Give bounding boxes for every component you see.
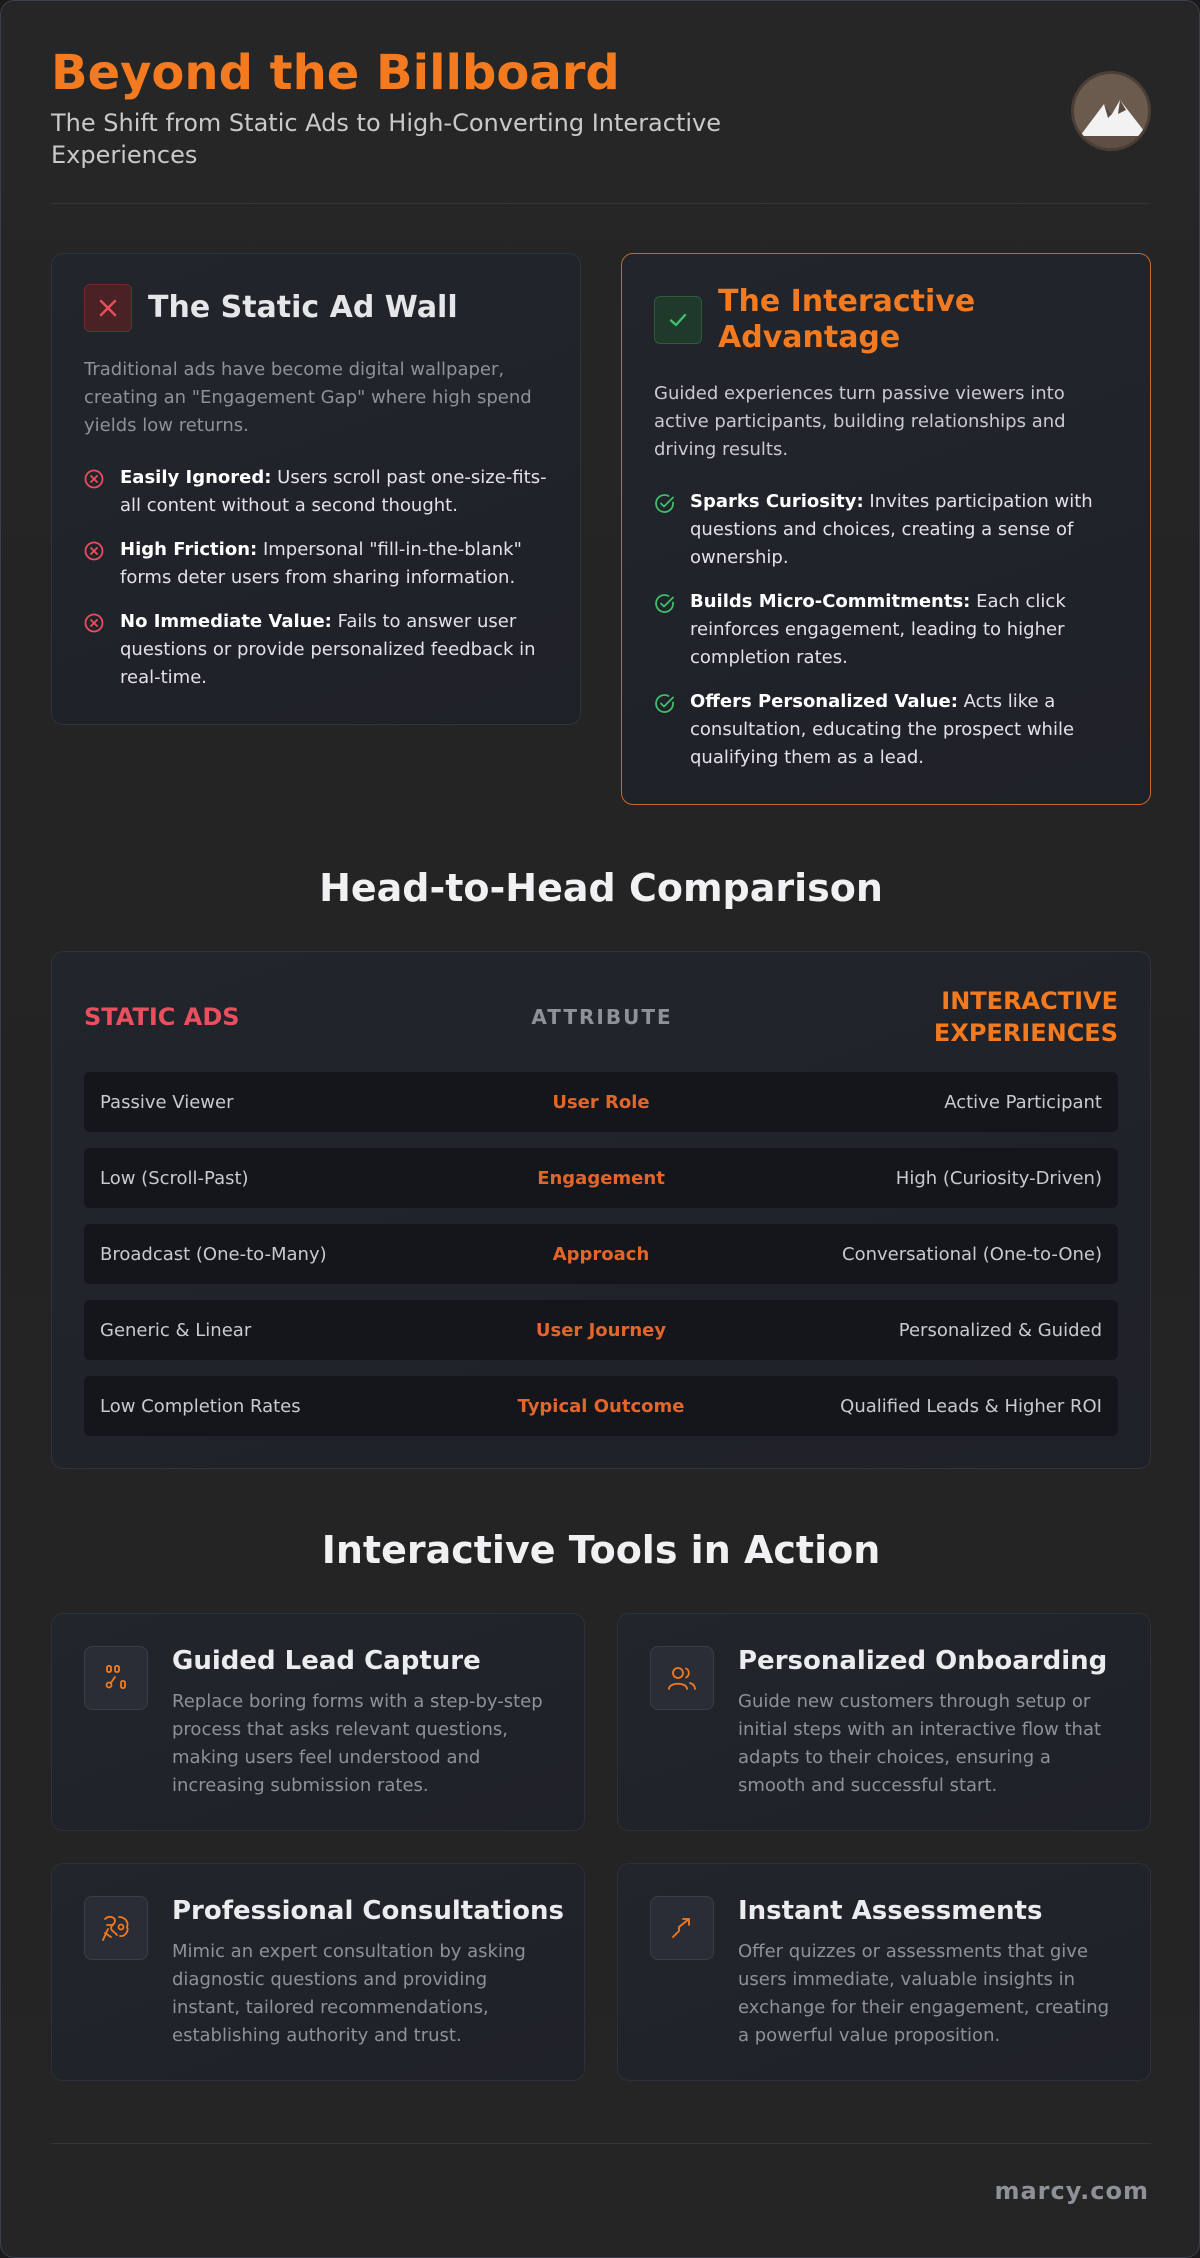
comparison-table <box>51 951 1151 1469</box>
static-cell: Low (Scroll-Past) <box>100 1167 249 1189</box>
list-item <box>654 688 1124 772</box>
tool-card-personalized-onboarding <box>617 1613 1151 1831</box>
flow-icon <box>84 1646 148 1710</box>
attribute-cell: User Role <box>552 1091 650 1113</box>
list-item <box>84 536 554 592</box>
x-circle-icon <box>84 608 120 692</box>
footer-brand[interactable]: marcy.com <box>994 2177 1149 2205</box>
interactive-cell: Active Participant <box>944 1091 1102 1113</box>
list-item <box>654 488 1124 572</box>
tool-title: Guided Lead Capture <box>172 1646 481 1676</box>
table-row <box>84 1224 1118 1284</box>
table-row <box>84 1300 1118 1360</box>
comparison-title: Head-to-Head Comparison <box>319 866 883 910</box>
bullet-text: Each click reinforces engagement, leading to higher completion rates. <box>690 591 1066 668</box>
tool-description: Mimic an expert consultation by asking diagnostic questions and providing instant, tailored recommendations, establishing authority and trust. <box>172 1941 526 2046</box>
check-circle-icon <box>654 688 690 772</box>
attribute-cell: Engagement <box>537 1167 665 1189</box>
x-icon <box>84 284 132 332</box>
static-cell: Generic & Linear <box>100 1319 252 1341</box>
static-cell: Passive Viewer <box>100 1091 234 1113</box>
bullet-label: Easily Ignored: <box>120 467 272 488</box>
static-card-list <box>84 464 554 708</box>
brain-icon <box>84 1896 148 1960</box>
interactive-card-title: The Interactive Advantage <box>718 284 976 355</box>
static-card-description: Traditional ads have become digital wallpaper, creating an "Engagement Gap" where high spend yields low returns. <box>84 359 532 436</box>
list-item <box>84 464 554 520</box>
attribute-cell: User Journey <box>535 1319 667 1341</box>
x-circle-icon <box>84 536 120 592</box>
tool-title: Professional Consultations <box>172 1896 564 1926</box>
bullet-text: Fails to answer user questions or provide personalized feedback in real-time. <box>120 611 536 688</box>
bullet-text: Impersonal "fill-in-the-blank" forms deter users from sharing information. <box>120 539 522 588</box>
check-circle-icon <box>654 588 690 672</box>
users-icon <box>650 1646 714 1710</box>
footer-divider <box>51 2143 1151 2144</box>
tool-title: Personalized Onboarding <box>738 1646 1108 1676</box>
header <box>51 45 1151 205</box>
table-row <box>84 1072 1118 1132</box>
page-subtitle: The Shift from Static Ads to High-Converting Interactive Experiences <box>51 109 722 169</box>
bullet-label: No Immediate Value: <box>120 611 332 632</box>
attribute-cell: Typical Outcome <box>517 1395 685 1417</box>
page-title: Beyond the Billboard <box>51 45 620 101</box>
list-item <box>654 588 1124 672</box>
tools-title: Interactive Tools in Action <box>321 1528 881 1572</box>
static-ad-card <box>51 253 581 725</box>
interactive-card-description: Guided experiences turn passive viewers into active participants, building relationships and driving results. <box>654 383 1066 460</box>
check-circle-icon <box>654 488 690 572</box>
static-card-head <box>84 284 458 332</box>
list-item <box>84 608 554 692</box>
bullet-label: Offers Personalized Value: <box>690 691 958 712</box>
bullet-text: Acts like a consultation, educating the prospect while qualifying them as a lead. <box>690 691 1075 768</box>
tool-card-professional-consultations <box>51 1863 585 2081</box>
check-icon <box>654 296 702 344</box>
tool-description: Offer quizzes or assessments that give users immediate, valuable insights in exchange for their engagement, creating a powerful value proposition. <box>738 1941 1110 2046</box>
interactive-cell: High (Curiosity-Driven) <box>895 1167 1102 1189</box>
bullet-label: Builds Micro-Commitments: <box>690 591 971 612</box>
table-row <box>84 1376 1118 1436</box>
interactive-card-head <box>654 284 1078 356</box>
static-card-title: The Static Ad Wall <box>148 290 458 325</box>
bullet-text: Users scroll past one-size-fits-all content without a second thought. <box>120 467 547 516</box>
header-divider <box>51 203 1151 204</box>
static-cell: Broadcast (One-to-Many) <box>100 1243 327 1265</box>
tool-description: Guide new customers through setup or initial steps with an interactive flow that adapts to their choices, ensuring a smooth and successful start. <box>738 1691 1102 1796</box>
x-circle-icon <box>84 464 120 520</box>
bullet-label: Sparks Curiosity: <box>690 491 864 512</box>
mountain-logo-icon <box>1071 71 1151 151</box>
interactive-card-list <box>654 488 1124 788</box>
interactive-advantage-card <box>621 253 1151 805</box>
interactive-cell: Conversational (One-to-One) <box>842 1243 1102 1265</box>
header-attribute: ATTRIBUTE <box>531 1005 673 1029</box>
interactive-cell: Qualified Leads & Higher ROI <box>840 1395 1102 1417</box>
attribute-cell: Approach <box>552 1243 650 1265</box>
bullet-label: High Friction: <box>120 539 258 560</box>
interactive-cell: Personalized & Guided <box>898 1319 1102 1341</box>
tool-card-guided-lead-capture <box>51 1613 585 1831</box>
static-cell: Low Completion Rates <box>100 1395 301 1417</box>
tool-card-instant-assessments <box>617 1863 1151 2081</box>
table-row <box>84 1148 1118 1208</box>
tool-title: Instant Assessments <box>738 1896 1043 1926</box>
header-interactive-experiences: INTERACTIVE EXPERIENCES <box>933 987 1118 1047</box>
bullet-text: Invites participation with questions and choices, creating a sense of ownership. <box>690 491 1093 568</box>
trend-icon <box>650 1896 714 1960</box>
header-static-ads: STATIC ADS <box>84 1003 240 1031</box>
tool-description: Replace boring forms with a step-by-step process that asks relevant questions, making users feel understood and increasing submission rates. <box>172 1691 543 1796</box>
